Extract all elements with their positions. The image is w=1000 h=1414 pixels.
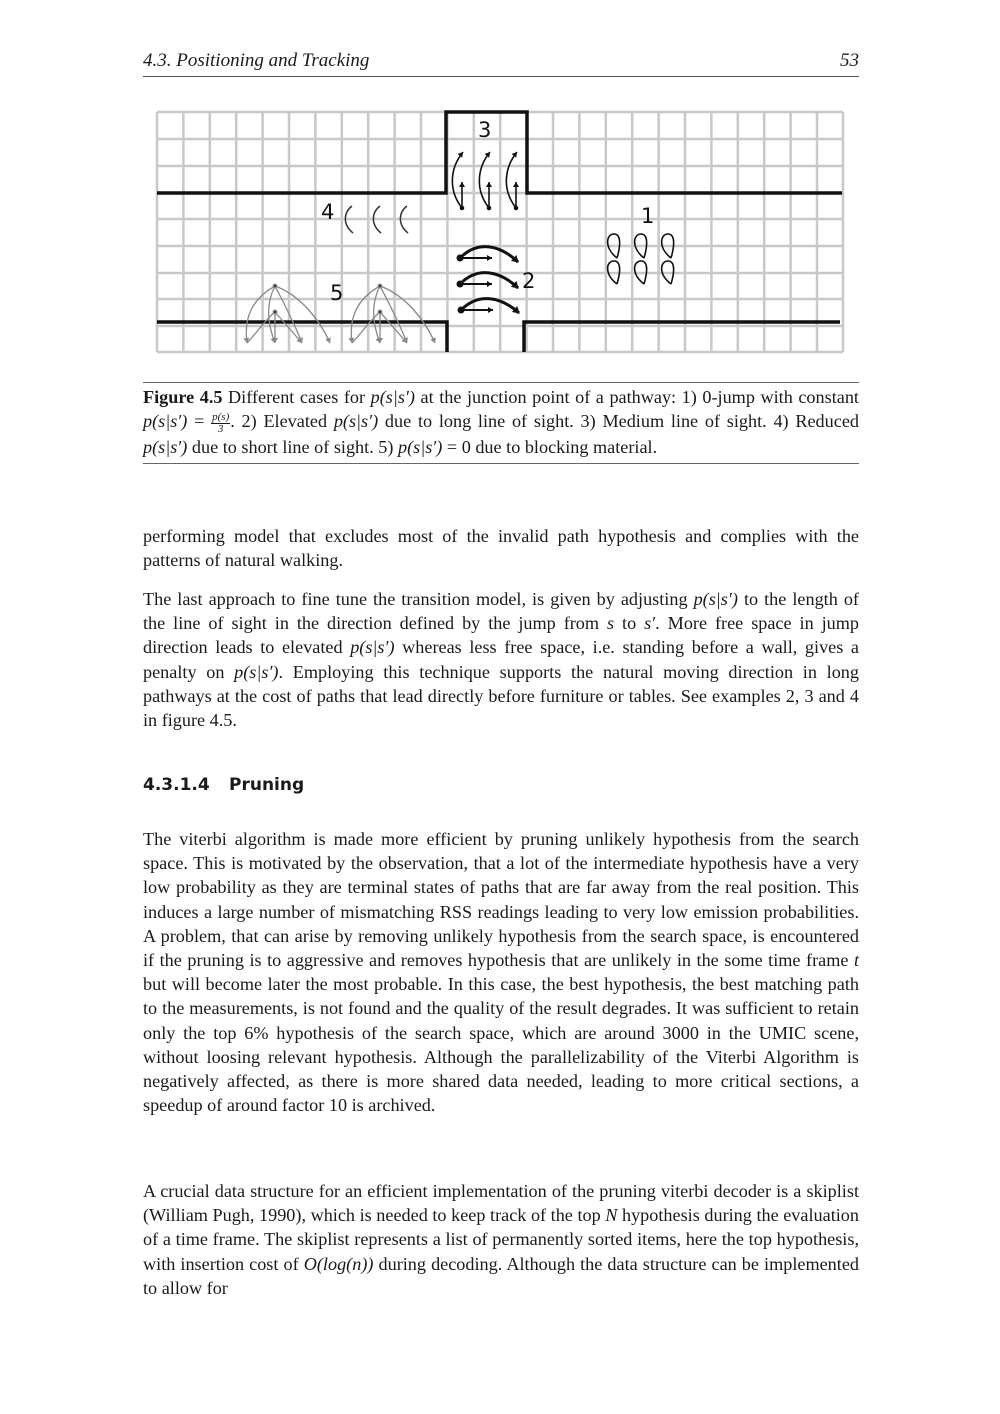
page-number: 53: [840, 50, 859, 71]
case-label-2: 2: [522, 269, 536, 293]
case-label-4: 4: [321, 200, 335, 224]
header-section-title: 4.3. Positioning and Tracking: [143, 50, 370, 71]
section-number: 4.3.1.4: [143, 775, 210, 795]
paragraph-2: The last approach to fine tune the transition model, is given by adjusting p(s|s′) to the length of the line of sight in the direction defined by the jump from s to s′. More free space in jump direction leads to elevated p(s|s′) whereas less free space, i.e. standing before a wall, gives a penalty on p(s|s′). Employing this technique supports the natural moving direction in long pathways at the cost of paths that lead directly before furniture or tables. See examples 2, 3 and 4 in figure 4.5.: [143, 589, 859, 731]
section-heading: [143, 775, 304, 795]
section-title: Pruning: [229, 775, 305, 795]
case-2-arrows: [457, 247, 519, 313]
case-label-5: 5: [330, 281, 344, 305]
case-label-3: 3: [478, 118, 492, 142]
figure-4-5-junction-diagram: [150, 105, 850, 360]
case-label-1: 1: [641, 204, 655, 228]
paragraph-1: performing model that excludes most of the invalid path hypothesis and complies with the patterns of natural walking.: [143, 526, 859, 571]
running-header: [143, 48, 859, 77]
paragraph-4: A crucial data structure for an efficient implementation of the pruning viterbi decoder is a skiplist (William Pugh, 1990), which is needed to keep track of the top N hypothesis during the evaluation of a time frame. The skiplist represents a list of permanently sorted items, here the top hypothesis, with insertion cost of O(log(n)) during decoding. Although the data structure can be implemented to allow for: [143, 1181, 859, 1298]
case-1-loops: [608, 234, 674, 284]
paragraph-3: The viterbi algorithm is made more efficient by pruning unlikely hypothesis from the search space. This is motivated by the observation, that a lot of the intermediate hypothesis have a very low probability as they are terminal states of paths that are far away from the real position. This induces a large number of mismatching RSS readings leading to very low emission probabilities. A problem, that can arise by removing unlikely hypothesis from the search space, is encountered if the pruning is to aggressive and removes hypothesis that are unlikely in the some time frame t but will become later the most probable. In this case, the best hypothesis, the best matching path to the measurements, is not found and the quality of the result degrades. It was sufficient to retain only the top 6% hypothesis of the search space, which are around 3000 in the UMIC scene, without loosing relevant hypothesis. Although the parallelizability of the Viterbi Algorithm is negatively affected, as there is more shared data needed, leading to more critical sections, a speedup of around factor 10 is archived.: [143, 829, 859, 1116]
figure-label: Figure 4.5: [143, 387, 223, 407]
case-3-arrows: [452, 152, 517, 210]
fraction: $\frac{p(s)}{3}$: [212, 410, 230, 435]
figure-caption: Figure 4.5 Different cases for p(s|s′) at the junction point of a pathway: 1) 0-jump with constant p(s|s′) = $\frac{p(s)}{3}$ . 2) Elevated p(s|s′) due to long line of sight. 3) Medium line of sight. 4) Reduced p(s|s′) due to short line of sight. 5) p(s|s′) = 0 due to blocking material.: [143, 382, 859, 464]
grid-lines: [157, 112, 843, 352]
